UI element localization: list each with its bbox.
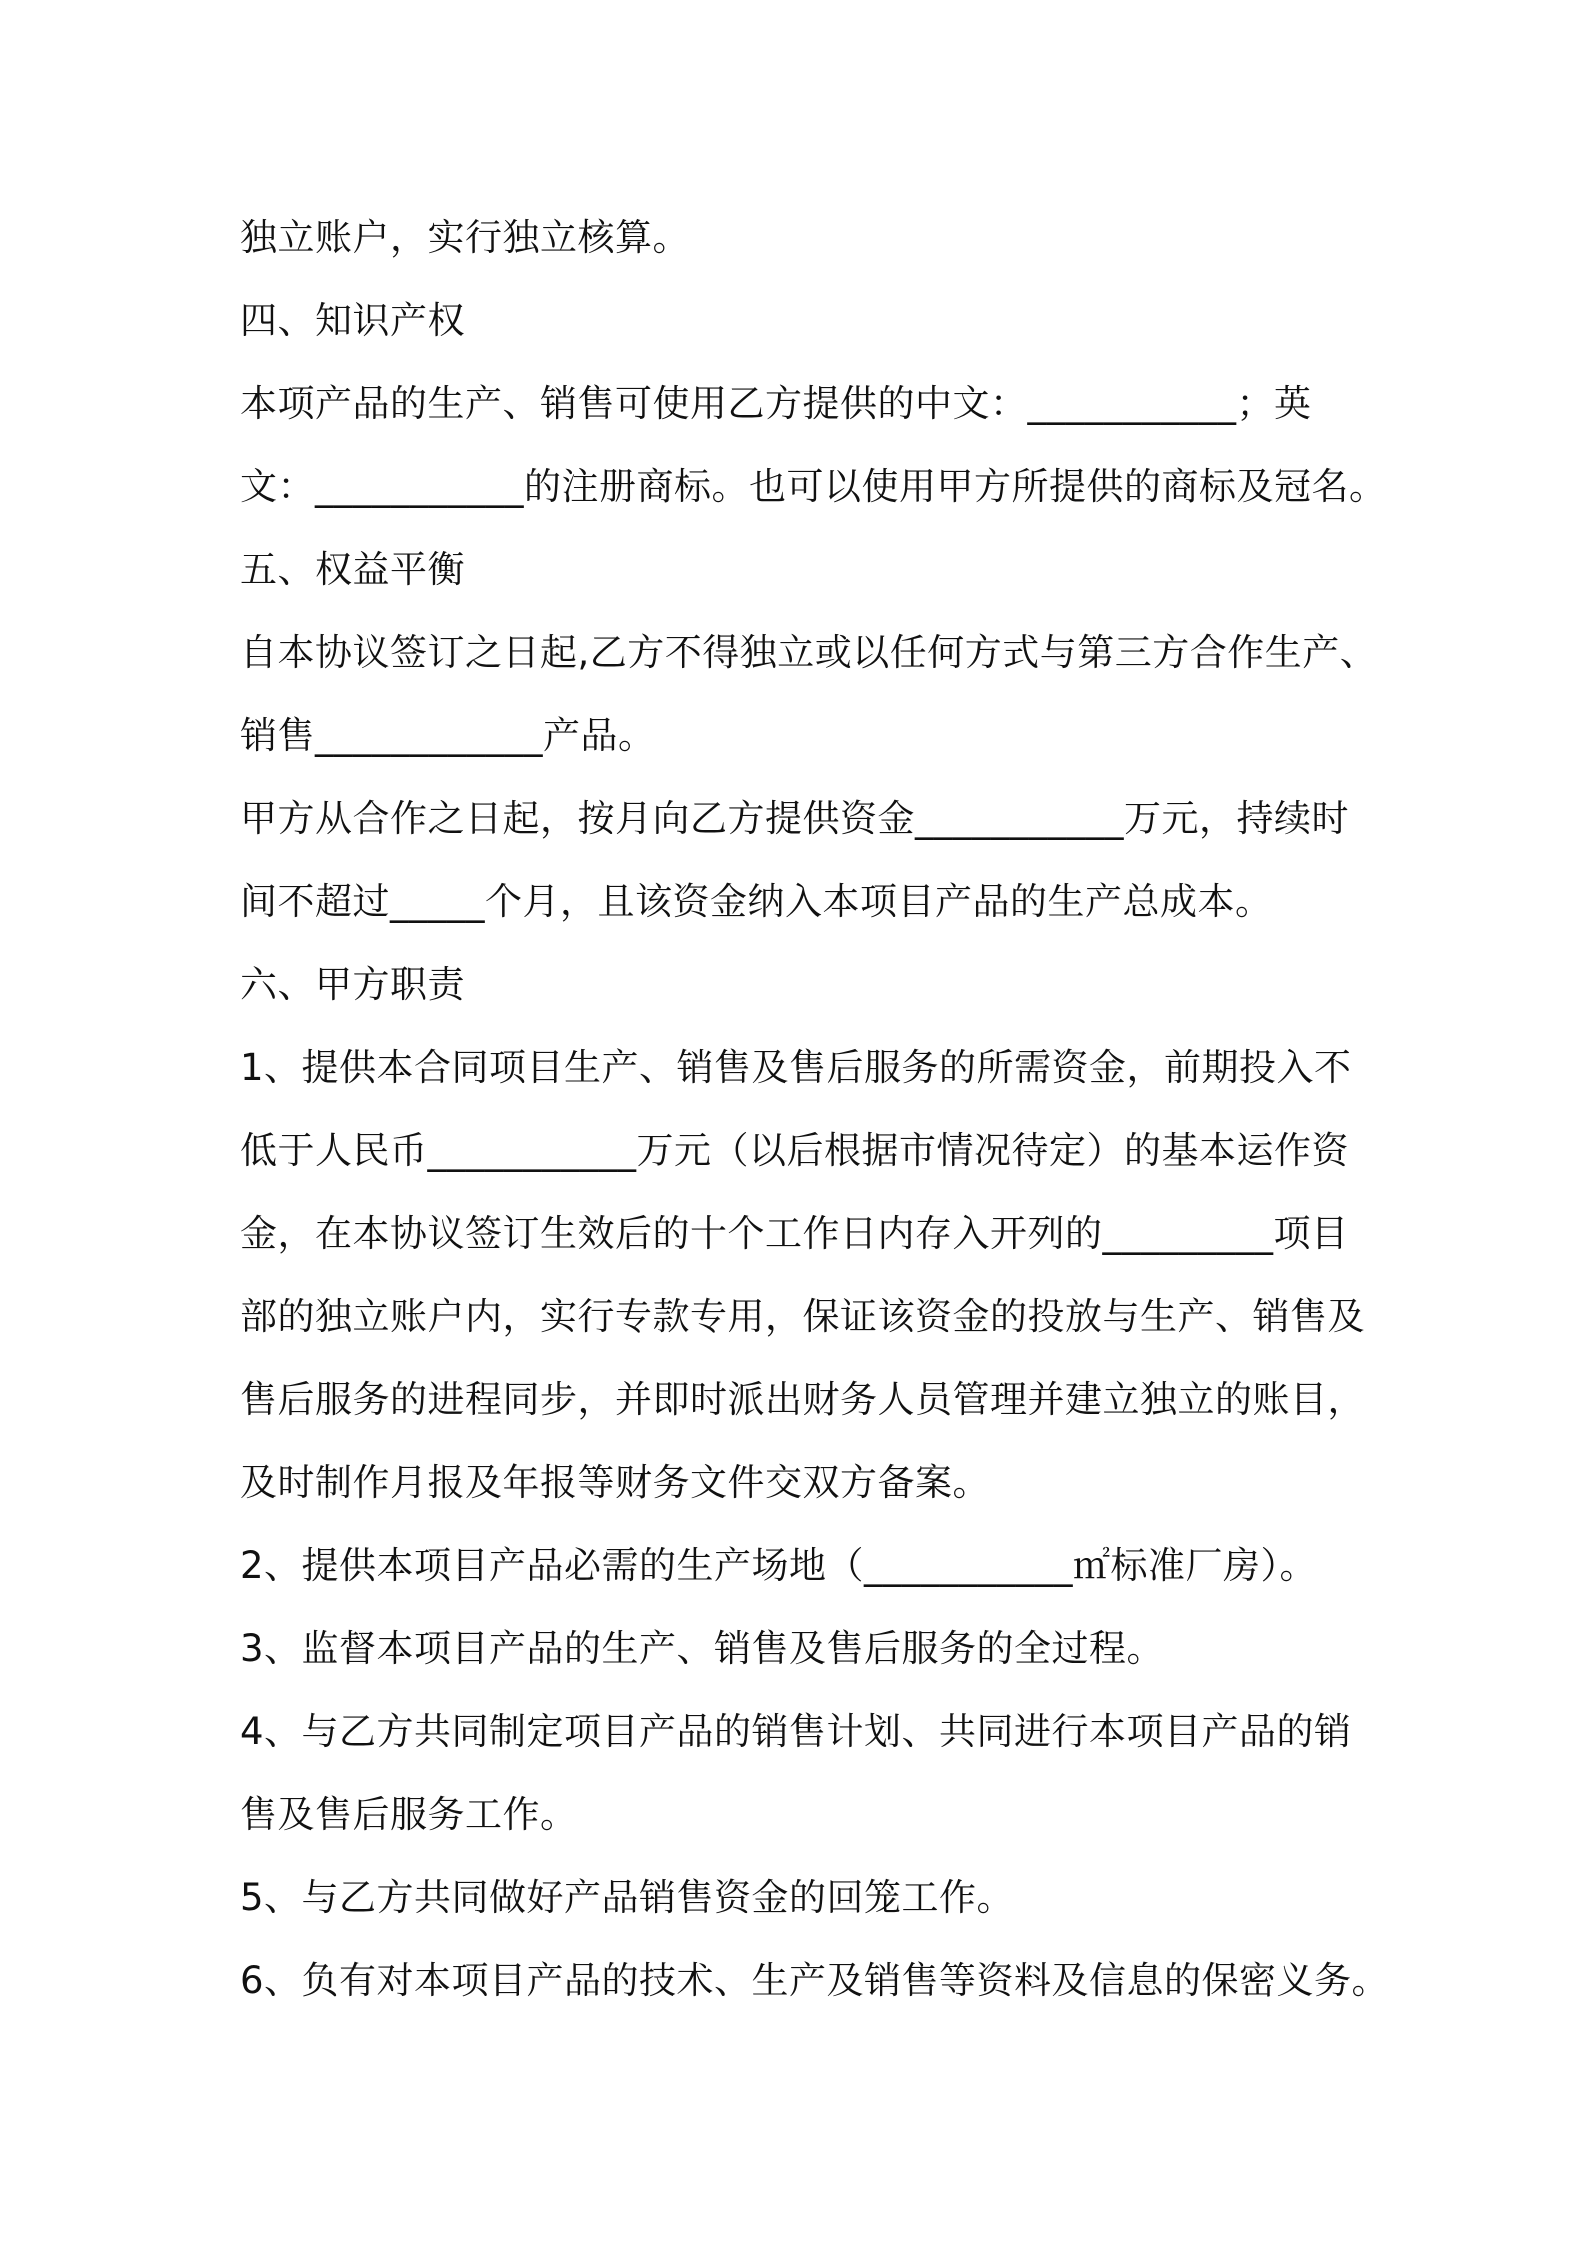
text-line: 1、提供本合同项目生产、销售及售后服务的所需资金，前期投入不 — [240, 1046, 1352, 1089]
text-line: 5、与乙方共同做好产品销售资金的回笼工作。 — [240, 1876, 1015, 1919]
text-line: 3、监督本项目产品的生产、销售及售后服务的全过程。 — [240, 1627, 1165, 1670]
text-line: 文：___________的注册商标。也可以使用甲方所提供的商标及冠名。 — [240, 465, 1387, 508]
text-line: 4、与乙方共同制定项目产品的销售计划、共同进行本项目产品的销 — [240, 1710, 1352, 1753]
text-line: 自本协议签订之日起,乙方不得独立或以任何方式与第三方合作生产、 — [240, 631, 1378, 674]
text-line: 间不超过_____个月，且该资金纳入本项目产品的生产总成本。 — [240, 880, 1273, 923]
document-body — [240, 196, 1390, 2022]
text-line: 6、负有对本项目产品的技术、生产及销售等资料及信息的保密义务。 — [240, 1959, 1390, 2002]
text-line: 及时制作月报及年报等财务文件交双方备案。 — [240, 1461, 990, 1504]
text-line: 销售____________产品。 — [240, 714, 656, 757]
text-line: 2、提供本项目产品必需的生产场地（___________㎡标准厂房）。 — [240, 1544, 1318, 1587]
text-line: 金，在本协议签订生效后的十个工作日内存入开列的_________项目 — [240, 1212, 1349, 1255]
text-line: 低于人民币___________万元（以后根据市情况待定）的基本运作资 — [240, 1129, 1349, 1172]
text-line: 甲方从合作之日起，按月向乙方提供资金___________万元，持续时 — [240, 797, 1349, 840]
text-line: 本项产品的生产、销售可使用乙方提供的中文：___________；英 — [240, 382, 1312, 425]
section-heading-duties: 六、甲方职责 — [240, 963, 465, 1006]
text-line: 售及售后服务工作。 — [240, 1793, 578, 1836]
text-line: 部的独立账户内，实行专款专用，保证该资金的投放与生产、销售及 — [240, 1295, 1365, 1338]
text-line: 独立账户，实行独立核算。 — [240, 216, 690, 259]
section-heading-balance: 五、权益平衡 — [240, 548, 465, 591]
section-heading-ip: 四、知识产权 — [240, 299, 465, 342]
text-line: 售后服务的进程同步，并即时派出财务人员管理并建立独立的账目， — [240, 1378, 1365, 1421]
